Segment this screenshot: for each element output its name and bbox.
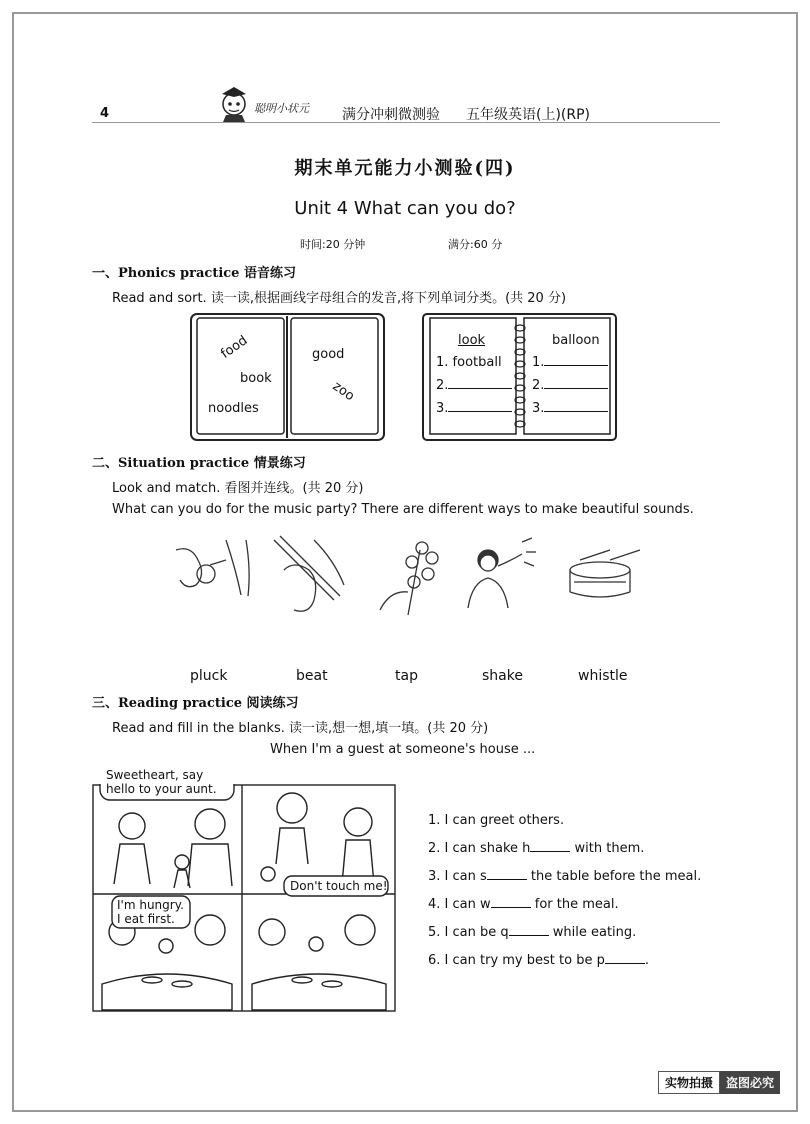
item-text: I can w (444, 897, 491, 912)
answer-blank[interactable] (544, 388, 608, 389)
word-noodles: noodles (208, 401, 259, 416)
col2-item-1 (532, 355, 608, 370)
col1-item-3-num: 3. (436, 401, 449, 416)
svg-text:聪明小状元: 聪明小状元 (254, 102, 309, 115)
section3-instruction: Read and fill in the blanks. 读一读,想一想,填一填。(共 20 分) (112, 721, 489, 736)
col1-item-2 (436, 378, 512, 393)
fill-blank[interactable] (530, 851, 570, 852)
comic-strip (92, 768, 396, 1012)
item-text-after: with them. (570, 841, 645, 856)
verb-shake: shake (482, 668, 523, 684)
item-number: 6. (428, 953, 441, 968)
whistle-picture (462, 530, 552, 620)
col2-item-2 (532, 378, 608, 393)
item-number: 5. (428, 925, 441, 940)
verb-tap: tap (395, 668, 418, 684)
page-title: 期末单元能力小测验(四) (294, 158, 516, 179)
verb-whistle: whistle (578, 668, 628, 684)
spiral-notebook-illustration (422, 312, 618, 442)
beat-picture (560, 530, 650, 620)
col2-item-2-num: 2. (532, 378, 545, 393)
reading-item-2 (428, 841, 644, 856)
item-text: I can greet others. (444, 813, 565, 828)
reading-item-6 (428, 953, 649, 968)
watermark-stamp (658, 1071, 780, 1094)
reading-item-1 (428, 813, 564, 828)
fill-blank[interactable] (509, 935, 549, 936)
word-book: book (240, 371, 272, 386)
reading-item-5 (428, 925, 636, 940)
item-text-after: the table before the meal. (526, 869, 702, 884)
item-text: I can be q (444, 925, 509, 940)
item-text-after: while eating. (548, 925, 637, 940)
col2-item-3 (532, 401, 608, 416)
look-header: look (458, 333, 486, 348)
col1-item-2-num: 2. (436, 378, 449, 393)
section2-question: What can you do for the music party? There are different ways to make beautiful sounds. (112, 502, 694, 517)
time-limit: 时间:20 分钟 (300, 238, 366, 251)
item-text-after: for the meal. (530, 897, 619, 912)
item-number: 4. (428, 897, 441, 912)
fill-blank[interactable] (487, 879, 527, 880)
reading-item-3 (428, 869, 701, 884)
answer-blank[interactable] (448, 411, 512, 412)
fill-blank[interactable] (605, 963, 645, 964)
unit-subtitle: Unit 4 What can you do? (294, 198, 516, 219)
pluck-picture (264, 530, 354, 620)
full-score: 满分:60 分 (448, 238, 503, 251)
section2-instruction: Look and match. 看图并连线。(共 20 分) (112, 481, 364, 496)
balloon-header: balloon (552, 333, 600, 348)
section1-heading: 一、Phonics practice 语音练习 (92, 266, 296, 281)
header-rule (92, 122, 720, 123)
word-food: food (218, 333, 251, 362)
tap-picture (166, 530, 256, 620)
open-book-illustration (190, 312, 386, 442)
item-text: I can try my best to be p (444, 953, 605, 968)
stamp-right: 盗图必究 (720, 1071, 780, 1094)
speech-bubble-hungry: I'm hungry. I eat first. (117, 898, 184, 926)
verb-pluck: pluck (190, 668, 228, 684)
speech-bubble-sweetheart: Sweetheart, say hello to your aunt. (106, 768, 217, 796)
item-number: 3. (428, 869, 441, 884)
stamp-left: 实物拍摄 (658, 1071, 720, 1094)
shake-picture (370, 530, 460, 620)
section2-heading: 二、Situation practice 情景练习 (92, 456, 306, 471)
answer-blank[interactable] (544, 365, 608, 366)
col1-item-1: 1. football (436, 355, 502, 370)
col2-item-1-num: 1. (532, 355, 545, 370)
section1-instruction: Read and sort. 读一读,根据画线字母组合的发音,将下列单词分类。(共 20 分) (112, 291, 567, 306)
grade-title: 五年级英语(上)(RP) (466, 107, 591, 123)
series-title: 满分冲刺微测验 (342, 107, 440, 123)
verb-beat: beat (296, 668, 328, 684)
item-text: I can s (444, 869, 487, 884)
fill-blank[interactable] (491, 907, 531, 908)
speech-bubble-dont-touch: Don't touch me! (290, 879, 388, 893)
mascot-logo-icon (212, 82, 332, 122)
item-text-after: . (644, 953, 649, 968)
section3-heading: 三、Reading practice 阅读练习 (92, 696, 299, 711)
col2-item-3-num: 3. (532, 401, 545, 416)
answer-blank[interactable] (544, 411, 608, 412)
col1-item-3 (436, 401, 512, 416)
word-zoo: zoo (329, 378, 357, 405)
item-number: 2. (428, 841, 441, 856)
story-title: When I'm a guest at someone's house ... (270, 742, 536, 757)
page-number: 4 (100, 106, 110, 121)
word-good: good (312, 347, 345, 362)
reading-item-4 (428, 897, 619, 912)
item-number: 1. (428, 813, 441, 828)
item-text: I can shake h (444, 841, 531, 856)
answer-blank[interactable] (448, 388, 512, 389)
